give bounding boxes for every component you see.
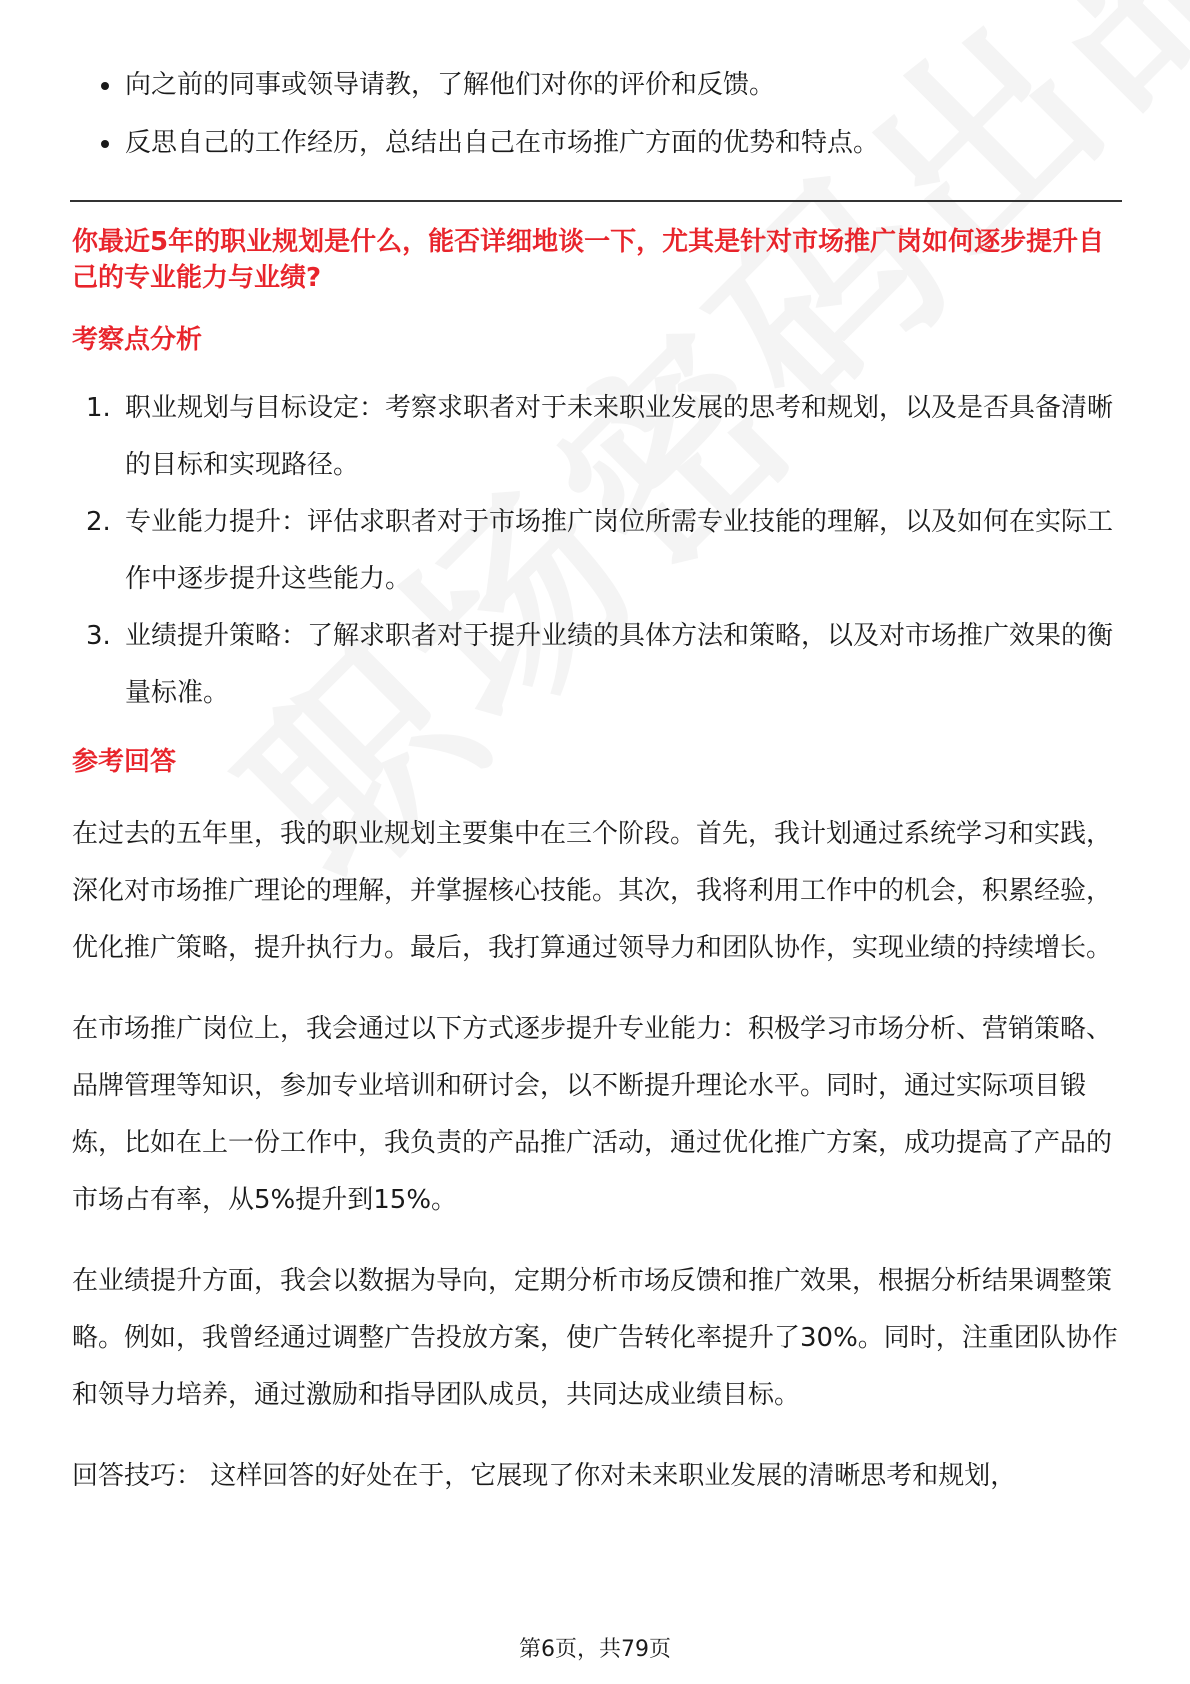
answer-paragraph: 在业绩提升方面，我会以数据为导向，定期分析市场反馈和推广效果，根据分析结果调整策略。例如，我曾经通过调整广告投放方案，使广告转化率提升了30%。同时，注重团队协作和领导力培养，通过激励和指导团队成员，共同达成业绩目标。 <box>72 1266 1118 1410</box>
page-content <box>72 56 1122 1505</box>
page-number-footer: 第6页，共79页 <box>519 1637 671 1662</box>
analysis-heading: 考察点分析 <box>72 325 203 355</box>
bullet-text: 向之前的同事或领导请教，了解他们对你的评价和反馈。 <box>125 70 776 100</box>
bullet-text: 反思自己的工作经历，总结出自己在市场推广方面的优势和特点。 <box>125 128 880 158</box>
answer-heading: 参考回答 <box>72 747 177 777</box>
analysis-list <box>72 380 1122 722</box>
analysis-item-text: 业绩提升策略：了解求职者对于提升业绩的具体方法和策略，以及对市场推广效果的衡量标准。 <box>125 621 1114 708</box>
answer-tips-line: 回答技巧： 这样回答的好处在于，它展现了你对未来职业发展的清晰思考和规划， <box>72 1461 1017 1491</box>
answer-paragraph: 在过去的五年里，我的职业规划主要集中在三个阶段。首先，我计划通过系统学习和实践，深化对市场推广理论的理解，并掌握核心技能。其次，我将利用工作中的机会，积累经验，优化推广策略，提升执行力。最后，我打算通过领导力和团队协作，实现业绩的持续增长。 <box>72 819 1113 963</box>
analysis-item-number: 1. <box>86 393 111 423</box>
analysis-item-number: 2. <box>86 507 111 537</box>
analysis-item-text: 职业规划与目标设定：考察求职者对于未来职业发展的思考和规划，以及是否具备清晰的目标和实现路径。 <box>125 393 1114 480</box>
bullet-dot-icon <box>101 140 109 148</box>
bullet-list <box>72 56 1122 172</box>
analysis-item <box>72 494 1122 608</box>
analysis-item-number: 3. <box>86 621 111 651</box>
answer-paragraph: 在市场推广岗位上，我会通过以下方式逐步提升专业能力：积极学习市场分析、营销策略、品牌管理等知识，参加专业培训和研讨会，以不断提升理论水平。同时，通过实际项目锻炼，比如在上一份工作中，我负责的产品推广活动，通过优化推广方案，成功提高了产品的市场占有率，从5%提升到15%。 <box>72 1014 1113 1215</box>
section-divider <box>70 200 1122 202</box>
bullet-item <box>72 56 1122 114</box>
bullet-dot-icon <box>101 82 109 90</box>
interview-question: 你最近5年的职业规划是什么，能否详细地谈一下，尤其是针对市场推广岗如何逐步提升自己的专业能力与业绩? <box>72 227 1105 293</box>
analysis-item-text: 专业能力提升：评估求职者对于市场推广岗位所需专业技能的理解，以及如何在实际工作中逐步提升这些能力。 <box>125 507 1114 594</box>
analysis-item <box>72 380 1122 494</box>
analysis-item <box>72 608 1122 722</box>
bullet-item <box>72 114 1122 172</box>
